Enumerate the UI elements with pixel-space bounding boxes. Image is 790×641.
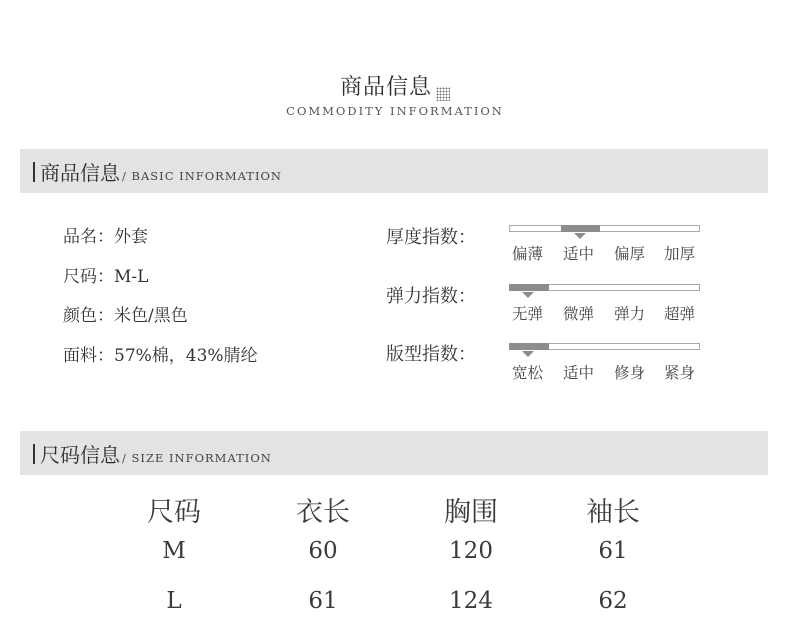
- product-color: 颜色：米色/黑色: [63, 306, 188, 326]
- basic-info-heading: 商品信息 / BASIC INFORMATION: [40, 161, 282, 185]
- elasticity-option: 弹力: [614, 305, 646, 323]
- size-table-header: 袖长: [586, 497, 640, 528]
- elasticity-option: 无弹: [512, 305, 544, 323]
- fit-scale: [509, 343, 700, 350]
- product-fabric: 面料：57%棉，43%腈纶: [63, 346, 258, 366]
- fit-option: 紧身: [664, 364, 696, 382]
- size-info-section-bar: [20, 431, 768, 475]
- size-table-header: 尺码: [147, 497, 201, 528]
- fit-level-fill: [509, 343, 549, 350]
- elasticity-level-fill: [509, 284, 549, 291]
- section-marker: [33, 444, 35, 464]
- fit-pointer-icon: [522, 351, 534, 357]
- elasticity-pointer-icon: [522, 292, 534, 298]
- dots-decoration-icon: [436, 87, 450, 101]
- size-table-cell: 61: [598, 538, 628, 564]
- basic-info-section-bar: [20, 149, 768, 193]
- size-table-cell: L: [166, 588, 182, 614]
- thickness-option: 偏厚: [614, 245, 646, 263]
- size-table-header: 胸围: [444, 497, 498, 528]
- elasticity-option: 微弹: [563, 305, 595, 323]
- product-size: 尺码：M-L: [63, 267, 149, 287]
- size-table-cell: 61: [308, 588, 338, 614]
- page-subtitle: COMMODITY INFORMATION: [286, 104, 504, 118]
- thickness-pointer-icon: [574, 233, 586, 239]
- fit-option: 宽松: [512, 364, 544, 382]
- elasticity-index-label: 弹力指数：: [386, 286, 476, 307]
- thickness-level-fill: [561, 225, 600, 232]
- size-table-header: 衣长: [296, 497, 350, 528]
- fit-option: 适中: [563, 364, 595, 382]
- page-title: 商品信息: [0, 70, 790, 101]
- thickness-option: 加厚: [664, 245, 696, 263]
- size-table-cell: 62: [598, 588, 628, 614]
- elasticity-option: 超弹: [664, 305, 696, 323]
- elasticity-scale: [509, 284, 700, 291]
- product-name: 品名：外套: [63, 227, 148, 247]
- section-marker: [33, 162, 35, 182]
- fit-option: 修身: [614, 364, 646, 382]
- thickness-option: 偏薄: [512, 245, 544, 263]
- size-table-cell: 60: [308, 538, 338, 564]
- size-table-cell: 124: [449, 588, 493, 614]
- size-table-cell: M: [162, 538, 186, 564]
- thickness-index-label: 厚度指数：: [386, 227, 476, 248]
- thickness-option: 适中: [563, 245, 595, 263]
- fit-index-label: 版型指数：: [386, 344, 476, 365]
- size-table-cell: 120: [449, 538, 493, 564]
- size-info-heading: 尺码信息 / SIZE INFORMATION: [40, 443, 272, 467]
- thickness-scale: [509, 225, 700, 232]
